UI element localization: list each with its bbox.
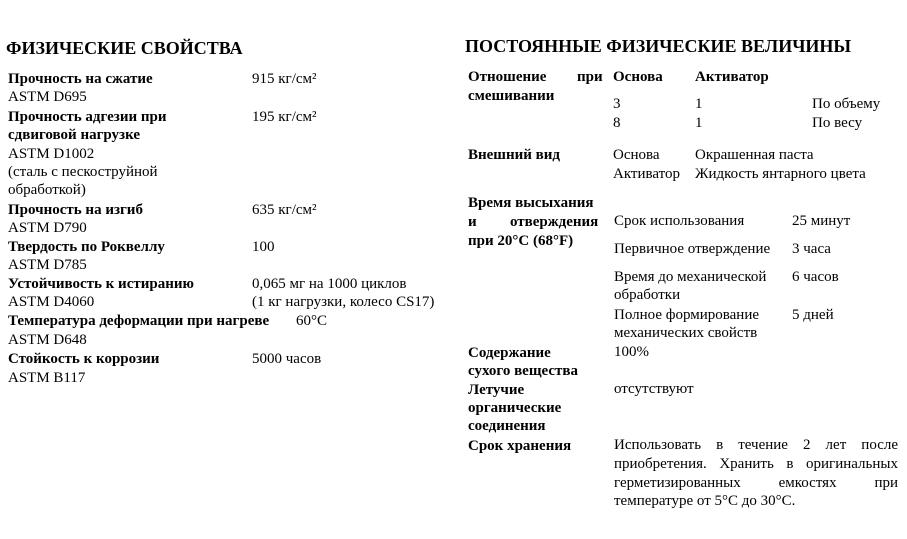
property-label: Прочность на изгиб <box>8 202 143 218</box>
cure-label: при 20°С (68°F) <box>468 233 574 249</box>
mix-value: 1 <box>695 115 703 131</box>
mix-value: 8 <box>613 115 621 131</box>
property-standard: ASTM D648 <box>8 332 87 348</box>
cure-key: обработки <box>614 287 681 303</box>
cure-value: 6 часов <box>792 269 839 285</box>
shelf-text-line: приобретения. Хранить в оригинальных <box>614 456 898 472</box>
cure-key: механических свойств <box>614 325 758 341</box>
voc-label: Летучие <box>468 382 525 398</box>
mix-label: при <box>577 69 603 85</box>
property-label: Стойкость к коррозии <box>8 351 160 367</box>
property-note: (сталь с пескоструйной <box>8 164 158 180</box>
property-standard: ASTM B117 <box>8 370 86 386</box>
property-value: 100 <box>252 239 275 255</box>
property-label: Устойчивость к истиранию <box>8 276 194 292</box>
mix-unit: По весу <box>812 115 863 131</box>
property-label: Твердость по Роквеллу <box>8 239 165 255</box>
cure-label: Время высыхания <box>468 195 594 211</box>
property-label: сдвиговой нагрузке <box>8 127 140 143</box>
shelf-text-line: температуре от 5°С до 30°С. <box>614 493 796 509</box>
property-value: 0,065 мг на 1000 циклов <box>252 276 407 292</box>
left-section-title: ФИЗИЧЕСКИЕ СВОЙСТВА <box>6 38 243 58</box>
solids-label: сухого вещества <box>468 363 578 379</box>
appearance-key: Активатор <box>613 166 681 182</box>
mix-label: смешивании <box>468 88 555 104</box>
appearance-value: Окрашенная паста <box>695 147 814 163</box>
cure-value: 5 дней <box>792 307 834 323</box>
cure-label: и <box>468 214 477 230</box>
mix-value: 3 <box>613 96 621 112</box>
property-value-note: (1 кг нагрузки, колесо CS17) <box>252 294 435 310</box>
appearance-label: Внешний вид <box>468 147 560 163</box>
property-label: Температура деформации при нагреве <box>8 313 270 329</box>
cure-key: Срок использования <box>614 213 745 229</box>
cure-key: Полное формирование <box>614 307 760 323</box>
property-label: Прочность на сжатие <box>8 71 153 87</box>
mix-unit: По объему <box>812 96 881 112</box>
property-note: обработкой) <box>8 182 86 198</box>
property-label: Прочность адгезии при <box>8 109 167 125</box>
property-standard: ASTM D1002 <box>8 146 95 162</box>
voc-value: отсутствуют <box>614 381 694 397</box>
property-standard: ASTM D695 <box>8 89 87 105</box>
property-value: 5000 часов <box>252 351 322 367</box>
mix-col-header: Активатор <box>695 69 769 85</box>
appearance-key: Основа <box>613 147 660 163</box>
cure-key: Время до механической <box>614 269 767 285</box>
property-standard: ASTM D790 <box>8 220 87 236</box>
property-value: 60°С <box>296 313 328 329</box>
cure-value: 3 часа <box>792 241 831 257</box>
cure-label: отверждения <box>510 214 599 230</box>
property-value: 915 кг/см² <box>252 71 317 87</box>
solids-value: 100% <box>614 344 649 360</box>
mix-value: 1 <box>695 96 703 112</box>
right-section-title: ПОСТОЯННЫЕ ФИЗИЧЕСКИЕ ВЕЛИЧИНЫ <box>465 36 852 56</box>
shelf-text-line: Использовать в течение 2 лет после <box>614 437 898 453</box>
cure-key: Первичное отверждение <box>614 241 771 257</box>
mix-label: Отношение <box>468 69 547 85</box>
shelf-text-line: герметизированных емкостях при <box>614 475 898 491</box>
cure-value: 25 минут <box>792 213 851 229</box>
mix-col-header: Основа <box>613 69 663 85</box>
property-standard: ASTM D4060 <box>8 294 95 310</box>
property-standard: ASTM D785 <box>8 257 87 273</box>
shelf-label: Срок хранения <box>468 438 572 454</box>
property-value: 195 кг/см² <box>252 109 317 125</box>
appearance-value: Жидкость янтарного цвета <box>695 166 866 182</box>
solids-label: Содержание <box>468 345 551 361</box>
voc-label: соединения <box>468 418 546 434</box>
property-value: 635 кг/см² <box>252 202 317 218</box>
voc-label: органические <box>468 400 562 416</box>
